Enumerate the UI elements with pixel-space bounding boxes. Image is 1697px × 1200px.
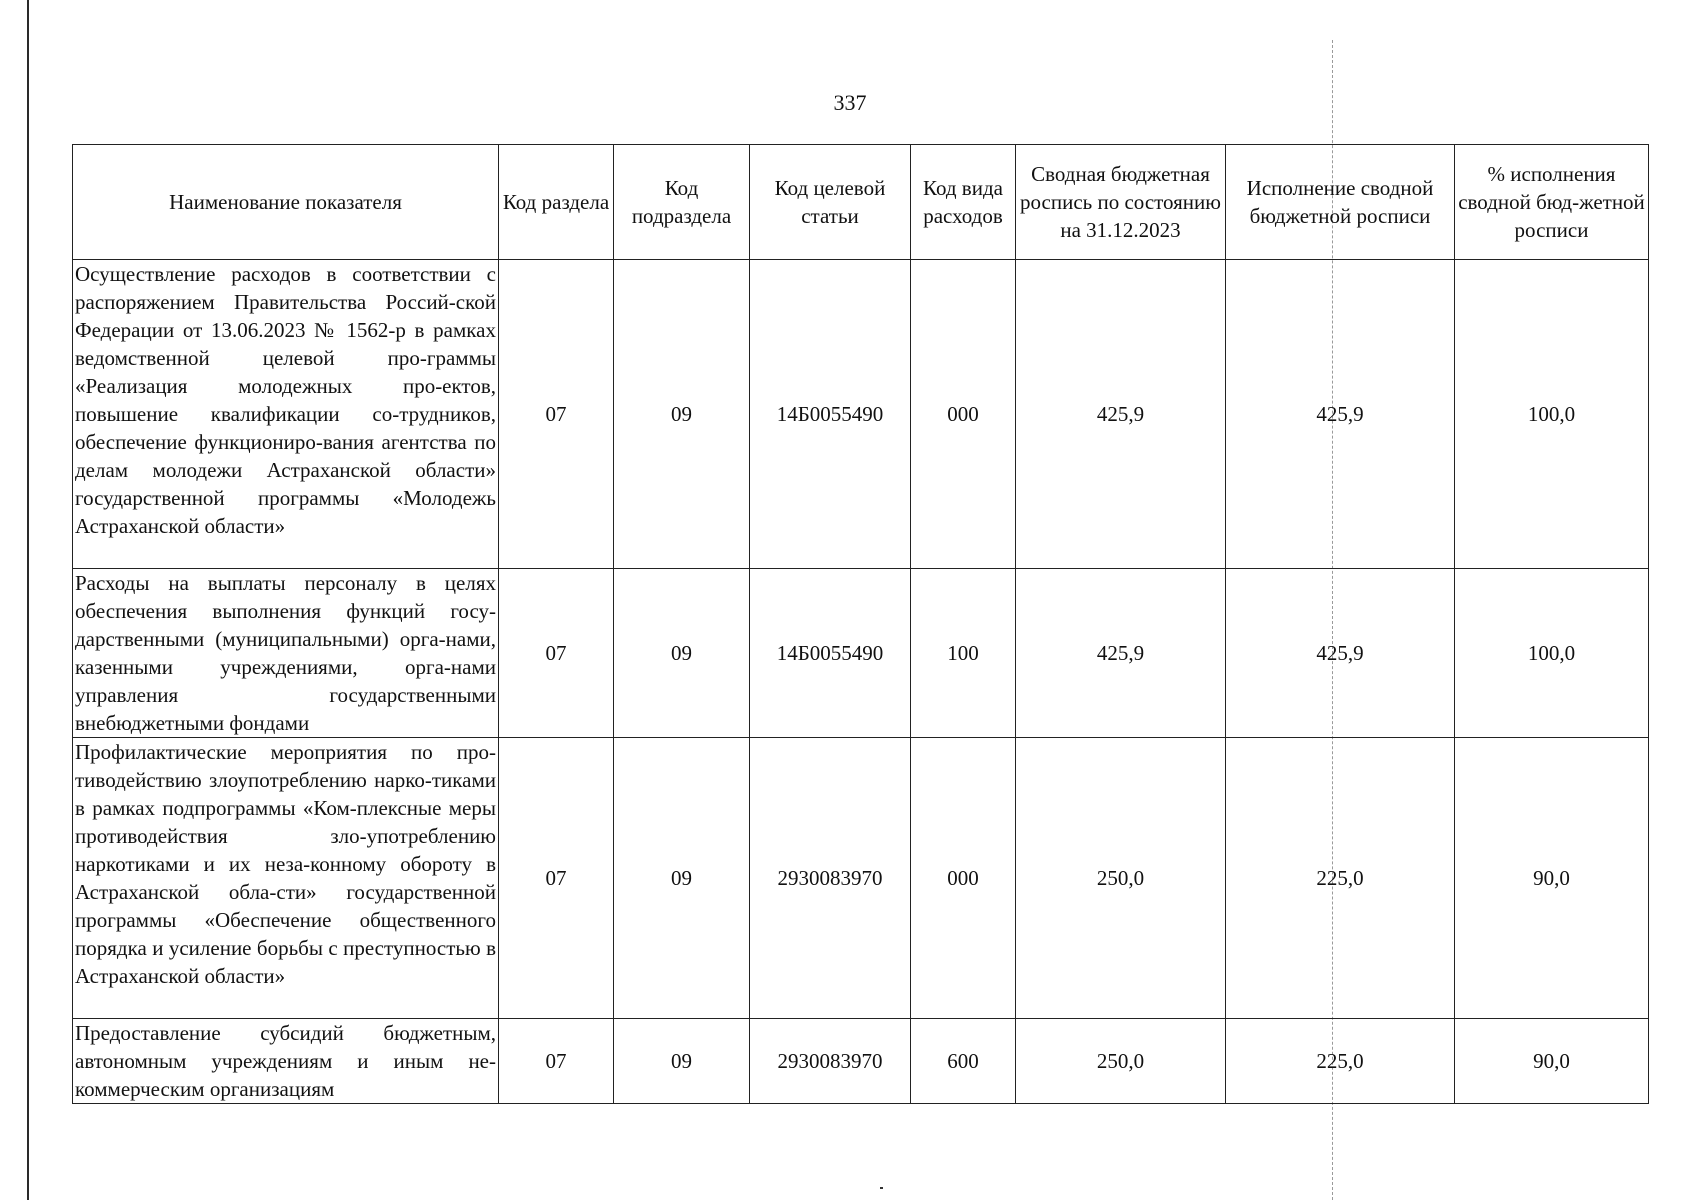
budget-execution-cell: 425,9 bbox=[1226, 260, 1455, 569]
target-code-cell: 14Б0055490 bbox=[750, 569, 911, 738]
expense-type-cell: 000 bbox=[911, 260, 1016, 569]
section-code-cell: 07 bbox=[499, 738, 614, 1019]
page-number: 337 bbox=[833, 90, 867, 115]
header-execution-percent: % исполнения сводной бюд-жетной росписи bbox=[1455, 145, 1649, 260]
table-header-row bbox=[73, 145, 1649, 260]
target-code-cell: 2930083970 bbox=[750, 738, 911, 1019]
budget-plan-cell: 250,0 bbox=[1016, 1019, 1226, 1104]
budget-execution-table bbox=[72, 144, 1649, 1104]
indicator-name-cell: Осуществление расходов в соответствии с распоряжением Правительства Россий-ской Федерации от 13.06.2023 № 1562-р в рамках ведомственной целевой про-граммы «Реализация молодежных про-ектов, повышение квалификации со-трудников, обеспечение функциониро-вания агентства по делам молодежи Астраханской области» государственной программы «Молодежь Астраханской области» bbox=[73, 260, 499, 569]
table-row bbox=[73, 260, 1649, 569]
header-subsection-code: Код подраздела bbox=[614, 145, 750, 260]
subsection-code-cell: 09 bbox=[614, 1019, 750, 1104]
subsection-code-cell: 09 bbox=[614, 260, 750, 569]
target-code-cell: 2930083970 bbox=[750, 1019, 911, 1104]
budget-execution-cell: 425,9 bbox=[1226, 569, 1455, 738]
budget-plan-cell: 425,9 bbox=[1016, 260, 1226, 569]
execution-percent-cell: 100,0 bbox=[1455, 260, 1649, 569]
execution-percent-cell: 90,0 bbox=[1455, 1019, 1649, 1104]
section-code-cell: 07 bbox=[499, 260, 614, 569]
header-expense-type-code: Код вида расходов bbox=[911, 145, 1016, 260]
header-budget-execution: Исполнение сводной бюджетной росписи bbox=[1226, 145, 1455, 260]
header-target-code: Код целевой статьи bbox=[750, 145, 911, 260]
indicator-name-cell: Предоставление субсидий бюджетным, автономным учреждениям и иным не-коммерческим организациям bbox=[73, 1019, 499, 1104]
header-section-code: Код раздела bbox=[499, 145, 614, 260]
subsection-code-cell: 09 bbox=[614, 738, 750, 1019]
budget-execution-cell: 225,0 bbox=[1226, 738, 1455, 1019]
expense-type-cell: 100 bbox=[911, 569, 1016, 738]
scan-edge-line bbox=[27, 0, 29, 1200]
subsection-code-cell: 09 bbox=[614, 569, 750, 738]
table-row bbox=[73, 738, 1649, 1019]
budget-execution-cell: 225,0 bbox=[1226, 1019, 1455, 1104]
header-budget-plan: Сводная бюджетная роспись по состоянию на 31.12.2023 bbox=[1016, 145, 1226, 260]
budget-plan-cell: 250,0 bbox=[1016, 738, 1226, 1019]
budget-plan-cell: 425,9 bbox=[1016, 569, 1226, 738]
expense-type-cell: 600 bbox=[911, 1019, 1016, 1104]
execution-percent-cell: 90,0 bbox=[1455, 738, 1649, 1019]
indicator-name-cell: Профилактические мероприятия по про-тиводействию злоупотреблению нарко-тиками в рамках подпрограммы «Ком-плексные меры противодействия зло-употреблению наркотиками и их неза-конному обороту в Астраханской обла-сти» государственной программы «Обеспечение общественного порядка и усиление борьбы с преступностью в Астраханской области» bbox=[73, 738, 499, 1019]
scan-speck bbox=[880, 1187, 883, 1189]
table-row bbox=[73, 1019, 1649, 1104]
expense-type-cell: 000 bbox=[911, 738, 1016, 1019]
execution-percent-cell: 100,0 bbox=[1455, 569, 1649, 738]
indicator-name-cell: Расходы на выплаты персоналу в целях обеспечения выполнения функций госу-дарственными (муниципальными) орга-нами, казенными учреждениями, орга-нами управления государственными внебюджетными фондами bbox=[73, 569, 499, 738]
target-code-cell: 14Б0055490 bbox=[750, 260, 911, 569]
header-indicator-name: Наименование показателя bbox=[73, 145, 499, 260]
table-row bbox=[73, 569, 1649, 738]
section-code-cell: 07 bbox=[499, 569, 614, 738]
section-code-cell: 07 bbox=[499, 1019, 614, 1104]
